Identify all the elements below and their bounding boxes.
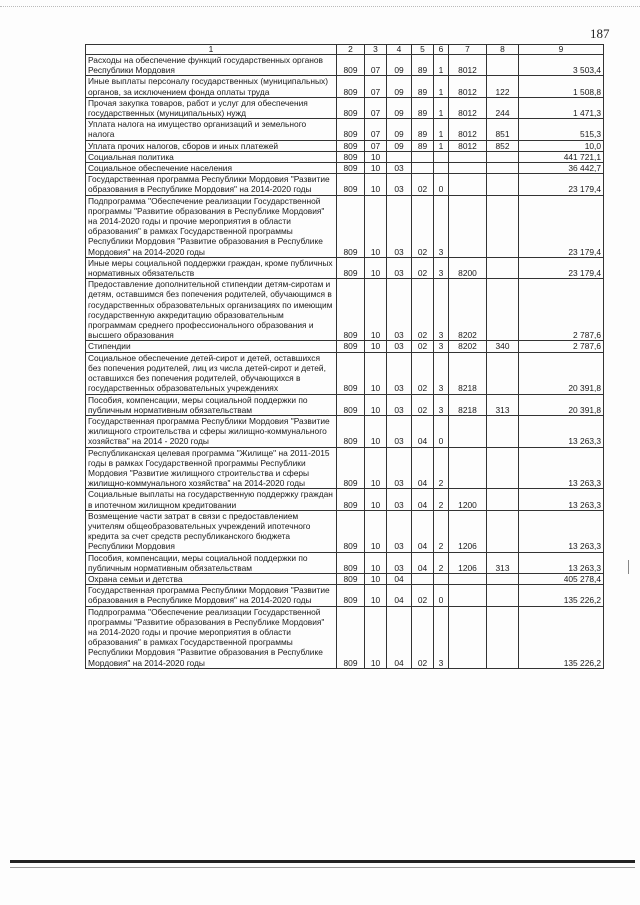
row-code-c5: 02	[412, 585, 434, 606]
header-cell: 2	[337, 45, 365, 55]
row-code-c5: 02	[412, 279, 434, 341]
row-code-c4: 09	[387, 97, 412, 118]
row-description: Предоставление дополнительной стипендии детям-сиротам и детям, оставшимся без попечения родителей, обучающимся в государственных образовательных организациях по имеющим государственную аккредитацию образовательным программам среднего профессионального образования и высшего образования	[86, 279, 337, 341]
row-code-c6: 1	[434, 119, 449, 140]
row-amount: 36 442,7	[519, 163, 604, 174]
row-amount: 405 278,4	[519, 573, 604, 584]
table-row	[86, 119, 604, 140]
row-code-c6: 2	[434, 489, 449, 510]
header-cell: 8	[487, 45, 519, 55]
table-row	[86, 341, 604, 352]
row-code-c3: 07	[365, 140, 387, 151]
row-code-c7	[449, 573, 487, 584]
row-code-c3: 10	[365, 585, 387, 606]
row-code-c7	[449, 606, 487, 668]
row-code-c4: 09	[387, 119, 412, 140]
table-row	[86, 195, 604, 257]
row-code-c8	[487, 573, 519, 584]
row-code-c7	[449, 174, 487, 195]
table-row	[86, 573, 604, 584]
row-code-c6: 3	[434, 606, 449, 668]
budget-table	[85, 44, 604, 669]
row-code-c5	[412, 163, 434, 174]
row-description: Подпрограмма "Обеспечение реализации Государственной программы "Развитие образования в Республике Мордовия" на 2014-2020 годы и прочие мероприятия в области образования" в рамках Государственной программы Республики Мордовия "Развитие образования в Республике Мордовия" на 2014-2020 годы	[86, 195, 337, 257]
row-code-c6: 0	[434, 585, 449, 606]
row-amount: 23 179,4	[519, 257, 604, 278]
row-code-c4: 03	[387, 447, 412, 489]
row-description: Республиканская целевая программа "Жилище" на 2011-2015 годы в рамках Государственной программы Республики Мордовия "Развитие жилищного строительства и сферы жилищно-коммунального хозяйства" на 2014-2020 годы	[86, 447, 337, 489]
row-description: Социальное обеспечение детей-сирот и детей, оставшихся без попечения родителей, лиц из числа детей-сирот и детей, оставшихся без попечения родителей, обучающихся в государственных образовательных учреждениях	[86, 352, 337, 394]
row-code-c5: 04	[412, 415, 434, 447]
row-description: Уплата налога на имущество организаций и земельного налога	[86, 119, 337, 140]
table-row	[86, 415, 604, 447]
row-code-c2: 809	[337, 341, 365, 352]
row-code-c2: 809	[337, 447, 365, 489]
row-code-c3: 10	[365, 510, 387, 552]
row-code-c4: 04	[387, 573, 412, 584]
row-code-c4: 03	[387, 510, 412, 552]
row-code-c8	[487, 279, 519, 341]
row-code-c2: 809	[337, 76, 365, 97]
row-code-c8	[487, 606, 519, 668]
row-code-c4: 03	[387, 257, 412, 278]
row-code-c3: 07	[365, 76, 387, 97]
row-code-c2: 809	[337, 352, 365, 394]
row-code-c5: 02	[412, 341, 434, 352]
row-code-c6	[434, 163, 449, 174]
row-code-c5: 02	[412, 195, 434, 257]
row-code-c6: 1	[434, 97, 449, 118]
row-code-c5: 02	[412, 352, 434, 394]
header-cell: 1	[86, 45, 337, 55]
row-description: Охрана семьи и детства	[86, 573, 337, 584]
row-code-c8	[487, 174, 519, 195]
row-code-c5	[412, 151, 434, 162]
row-code-c5: 89	[412, 97, 434, 118]
row-code-c3: 10	[365, 352, 387, 394]
row-amount: 20 391,8	[519, 352, 604, 394]
row-code-c5	[412, 573, 434, 584]
row-code-c8	[487, 585, 519, 606]
row-code-c6	[434, 573, 449, 584]
row-code-c3: 10	[365, 394, 387, 415]
row-amount: 10,0	[519, 140, 604, 151]
row-code-c5: 04	[412, 552, 434, 573]
scan-mark	[628, 560, 629, 574]
row-description: Стипендии	[86, 341, 337, 352]
row-amount: 3 503,4	[519, 55, 604, 76]
header-cell: 7	[449, 45, 487, 55]
row-code-c7: 8202	[449, 341, 487, 352]
row-code-c8: 852	[487, 140, 519, 151]
row-code-c3: 10	[365, 151, 387, 162]
row-code-c6: 2	[434, 510, 449, 552]
row-code-c2: 809	[337, 195, 365, 257]
table-row	[86, 489, 604, 510]
row-description: Социальная политика	[86, 151, 337, 162]
row-code-c5: 89	[412, 119, 434, 140]
row-code-c2: 809	[337, 55, 365, 76]
row-code-c4	[387, 151, 412, 162]
header-cell: 4	[387, 45, 412, 55]
row-description: Социальные выплаты на государственную поддержку граждан в ипотечном жилищном кредитовании	[86, 489, 337, 510]
row-description: Государственная программа Республики Мордовия "Развитие жилищного строительства и сферы жилищно-коммунального хозяйства" на 2014 - 2020 годы	[86, 415, 337, 447]
scan-bottom-rule-thin	[10, 867, 635, 868]
row-amount: 2 787,6	[519, 341, 604, 352]
header-cell: 3	[365, 45, 387, 55]
row-description: Иные выплаты персоналу государственных (муниципальных) органов, за исключением фонда оплаты труда	[86, 76, 337, 97]
row-code-c8	[487, 257, 519, 278]
row-code-c7: 8012	[449, 140, 487, 151]
row-code-c4: 03	[387, 415, 412, 447]
row-code-c8	[487, 447, 519, 489]
row-code-c3: 10	[365, 552, 387, 573]
row-description: Подпрограмма "Обеспечение реализации Государственной программы "Развитие образования в Республике Мордовия" на 2014-2020 годы и прочие мероприятия в области образования" в рамках Государственной программы Республики Мордовия "Развитие образования в Республике Мордовия" на 2014-2020 годы	[86, 606, 337, 668]
row-code-c4: 09	[387, 55, 412, 76]
row-code-c4: 09	[387, 76, 412, 97]
row-code-c8	[487, 415, 519, 447]
row-code-c2: 809	[337, 119, 365, 140]
row-description: Государственная программа Республики Мордовия "Развитие образования в Республике Мордовия" на 2014-2020 годы	[86, 174, 337, 195]
row-code-c4: 04	[387, 585, 412, 606]
row-code-c4: 04	[387, 606, 412, 668]
row-code-c8: 244	[487, 97, 519, 118]
row-code-c3: 10	[365, 489, 387, 510]
row-amount: 23 179,4	[519, 174, 604, 195]
row-code-c3: 10	[365, 341, 387, 352]
scan-top-edge	[0, 6, 640, 8]
row-description: Возмещение части затрат в связи с предоставлением учителям общеобразовательных учреждений ипотечного кредита за счет средств республиканского бюджета Республики Мордовия	[86, 510, 337, 552]
row-code-c6: 2	[434, 447, 449, 489]
row-code-c7	[449, 163, 487, 174]
table-row	[86, 55, 604, 76]
row-code-c5: 02	[412, 174, 434, 195]
row-code-c5: 04	[412, 510, 434, 552]
row-code-c2: 809	[337, 573, 365, 584]
row-code-c2: 809	[337, 510, 365, 552]
row-code-c3: 07	[365, 119, 387, 140]
table-row	[86, 585, 604, 606]
page-number: 187	[590, 26, 610, 41]
row-code-c6: 3	[434, 394, 449, 415]
row-code-c7: 8218	[449, 394, 487, 415]
row-code-c5: 04	[412, 447, 434, 489]
table-row	[86, 257, 604, 278]
row-code-c6: 1	[434, 140, 449, 151]
table-row	[86, 552, 604, 573]
row-code-c8: 851	[487, 119, 519, 140]
row-code-c7: 1200	[449, 489, 487, 510]
table-row	[86, 76, 604, 97]
row-code-c3: 10	[365, 606, 387, 668]
row-code-c4: 03	[387, 394, 412, 415]
row-code-c2: 809	[337, 151, 365, 162]
row-code-c4: 03	[387, 174, 412, 195]
row-code-c4: 03	[387, 352, 412, 394]
row-code-c5: 02	[412, 394, 434, 415]
row-amount: 13 263,3	[519, 415, 604, 447]
row-amount: 13 263,3	[519, 552, 604, 573]
row-code-c5: 02	[412, 257, 434, 278]
header-cell: 5	[412, 45, 434, 55]
row-code-c8	[487, 163, 519, 174]
row-code-c2: 809	[337, 585, 365, 606]
row-amount: 1 471,3	[519, 97, 604, 118]
row-code-c6: 3	[434, 341, 449, 352]
table-row	[86, 447, 604, 489]
row-code-c4: 03	[387, 341, 412, 352]
table-row	[86, 394, 604, 415]
header-cell: 6	[434, 45, 449, 55]
row-code-c8: 340	[487, 341, 519, 352]
row-code-c4: 09	[387, 140, 412, 151]
row-code-c2: 809	[337, 394, 365, 415]
row-description: Государственная программа Республики Мордовия "Развитие образования в Республике Мордовия" на 2014-2020 годы	[86, 585, 337, 606]
row-description: Уплата прочих налогов, сборов и иных платежей	[86, 140, 337, 151]
header-row	[86, 45, 604, 55]
row-code-c2: 809	[337, 140, 365, 151]
row-code-c5: 89	[412, 55, 434, 76]
row-code-c8	[487, 55, 519, 76]
row-code-c2: 809	[337, 606, 365, 668]
row-code-c2: 809	[337, 415, 365, 447]
row-amount: 515,3	[519, 119, 604, 140]
table-row	[86, 279, 604, 341]
table-row	[86, 97, 604, 118]
row-code-c6: 0	[434, 174, 449, 195]
table-row	[86, 174, 604, 195]
row-code-c3: 10	[365, 195, 387, 257]
row-code-c8: 313	[487, 394, 519, 415]
row-code-c6: 0	[434, 415, 449, 447]
row-amount: 2 787,6	[519, 279, 604, 341]
row-code-c8	[487, 151, 519, 162]
row-code-c5: 04	[412, 489, 434, 510]
header-cell: 9	[519, 45, 604, 55]
row-code-c6: 3	[434, 257, 449, 278]
table-row	[86, 606, 604, 668]
row-code-c4: 03	[387, 552, 412, 573]
row-code-c7: 8218	[449, 352, 487, 394]
table-row	[86, 163, 604, 174]
row-code-c6: 2	[434, 552, 449, 573]
row-code-c2: 809	[337, 174, 365, 195]
row-amount: 23 179,4	[519, 195, 604, 257]
row-code-c3: 10	[365, 447, 387, 489]
row-description: Иные меры социальной поддержки граждан, кроме публичных нормативных обязательств	[86, 257, 337, 278]
row-code-c7: 8012	[449, 97, 487, 118]
row-code-c5: 89	[412, 140, 434, 151]
row-code-c7: 1206	[449, 510, 487, 552]
row-code-c7	[449, 195, 487, 257]
row-code-c6: 3	[434, 279, 449, 341]
row-code-c7	[449, 447, 487, 489]
row-code-c2: 809	[337, 257, 365, 278]
row-code-c7	[449, 151, 487, 162]
row-description: Расходы на обеспечение функций государственных органов Республики Мордовия	[86, 55, 337, 76]
row-description: Прочая закупка товаров, работ и услуг для обеспечения государственных (муниципальных) нужд	[86, 97, 337, 118]
row-amount: 135 226,2	[519, 606, 604, 668]
table-row	[86, 140, 604, 151]
row-code-c3: 10	[365, 279, 387, 341]
row-code-c7: 8012	[449, 76, 487, 97]
row-code-c5: 02	[412, 606, 434, 668]
row-code-c7: 1206	[449, 552, 487, 573]
row-code-c2: 809	[337, 163, 365, 174]
row-amount: 1 508,8	[519, 76, 604, 97]
row-code-c8: 122	[487, 76, 519, 97]
table-body	[86, 55, 604, 669]
row-code-c3: 10	[365, 573, 387, 584]
row-code-c7: 8012	[449, 55, 487, 76]
row-code-c8	[487, 489, 519, 510]
row-code-c4: 03	[387, 489, 412, 510]
row-code-c3: 10	[365, 163, 387, 174]
row-code-c8	[487, 195, 519, 257]
row-amount: 13 263,3	[519, 447, 604, 489]
row-amount: 13 263,3	[519, 510, 604, 552]
row-code-c8: 313	[487, 552, 519, 573]
row-code-c8	[487, 352, 519, 394]
row-code-c4: 03	[387, 279, 412, 341]
table-row	[86, 352, 604, 394]
table-row	[86, 510, 604, 552]
row-code-c6: 3	[434, 352, 449, 394]
row-description: Пособия, компенсации, меры социальной поддержки по публичным нормативным обязательствам	[86, 552, 337, 573]
row-code-c2: 809	[337, 97, 365, 118]
row-code-c7: 8200	[449, 257, 487, 278]
row-code-c3: 07	[365, 55, 387, 76]
row-code-c7: 8012	[449, 119, 487, 140]
row-code-c7	[449, 585, 487, 606]
row-code-c4: 03	[387, 195, 412, 257]
row-description: Социальное обеспечение населения	[86, 163, 337, 174]
row-code-c6	[434, 151, 449, 162]
row-code-c7	[449, 415, 487, 447]
row-code-c2: 809	[337, 552, 365, 573]
row-code-c6: 3	[434, 195, 449, 257]
row-amount: 20 391,8	[519, 394, 604, 415]
row-code-c3: 10	[365, 257, 387, 278]
row-amount: 441 721,1	[519, 151, 604, 162]
row-description: Пособия, компенсации, меры социальной поддержки по публичным нормативным обязательствам	[86, 394, 337, 415]
row-code-c2: 809	[337, 489, 365, 510]
row-amount: 13 263,3	[519, 489, 604, 510]
row-code-c3: 10	[365, 174, 387, 195]
row-code-c6: 1	[434, 76, 449, 97]
row-code-c8	[487, 510, 519, 552]
table-row	[86, 151, 604, 162]
row-code-c3: 10	[365, 415, 387, 447]
row-code-c2: 809	[337, 279, 365, 341]
row-amount: 135 226,2	[519, 585, 604, 606]
row-code-c6: 1	[434, 55, 449, 76]
row-code-c3: 07	[365, 97, 387, 118]
row-code-c4: 03	[387, 163, 412, 174]
row-code-c7: 8202	[449, 279, 487, 341]
row-code-c5: 89	[412, 76, 434, 97]
scan-bottom-rule	[10, 860, 635, 863]
